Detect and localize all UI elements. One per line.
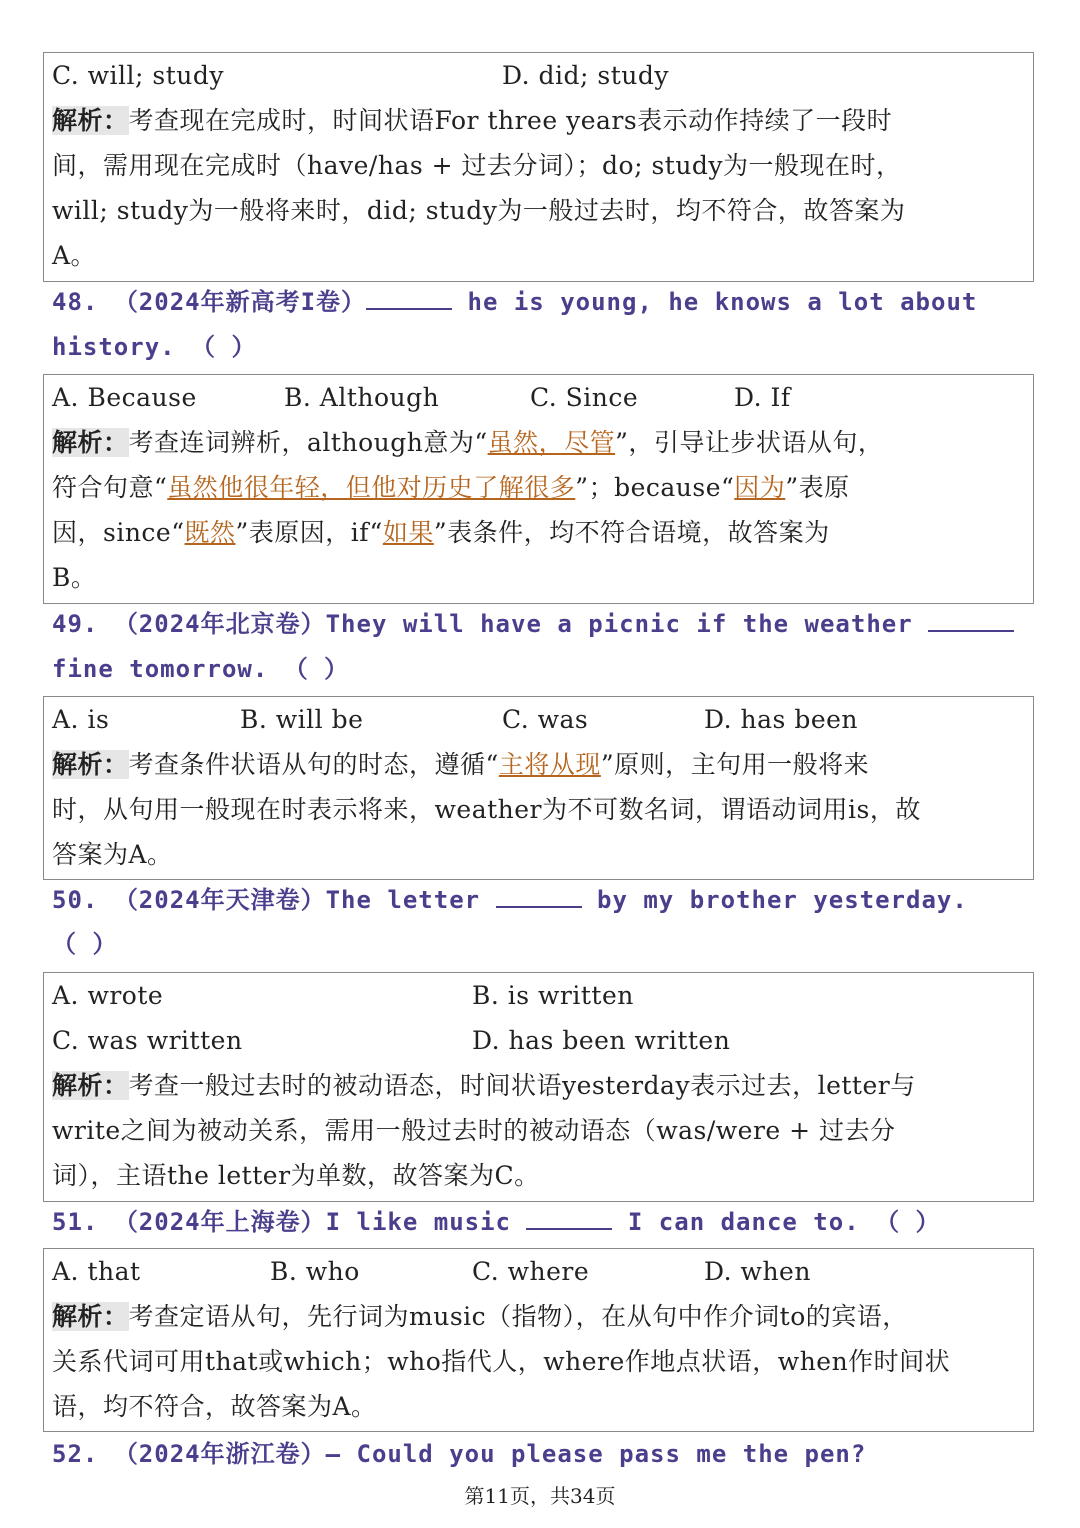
highlight-text: 虽然他很年轻，但他对历史了解很多 xyxy=(167,473,576,502)
option-b: B. will be xyxy=(240,705,364,734)
stem-text: I can dance to. （ ） xyxy=(612,1208,941,1236)
option-b: B. who xyxy=(270,1257,360,1286)
question-48-stem xyxy=(52,280,977,325)
option-d: D. when xyxy=(704,1257,811,1286)
option-a: A. is xyxy=(52,705,110,734)
analysis-line: 词），主语the letter为单数，故答案为C。 xyxy=(52,1161,540,1190)
option-c: C. was written xyxy=(52,1026,243,1055)
analysis-tag: 解析： xyxy=(52,106,129,135)
answer-box-49 xyxy=(43,696,1034,880)
answer-box-48 xyxy=(43,374,1034,604)
option-c: C. Since xyxy=(530,383,639,412)
question-49-stem xyxy=(52,602,1014,647)
question-number: 50. xyxy=(52,886,99,914)
question-source: （2024年上海卷） xyxy=(113,1208,326,1236)
option-d: D. has been written xyxy=(472,1026,731,1055)
analysis-text: 符合句意“ xyxy=(52,473,168,502)
question-source: （2024年天津卷） xyxy=(113,886,326,914)
analysis-tag: 解析： xyxy=(52,1071,129,1100)
answer-blank xyxy=(496,884,582,908)
analysis-line xyxy=(52,510,830,555)
stem-text: he is young, he knows a lot about xyxy=(452,288,978,316)
analysis-line xyxy=(52,420,883,465)
question-number: 52. xyxy=(52,1440,99,1468)
analysis-text: ”；because“ xyxy=(575,473,735,502)
question-49-stem-cont: fine tomorrow. （ ） xyxy=(52,655,350,683)
analysis-tag: 解析： xyxy=(52,1302,129,1331)
analysis-line: 时，从句用一般现在时表示将来，weather为不可数名词，谓语动词用is，故 xyxy=(52,795,921,824)
analysis-tag: 解析： xyxy=(52,428,129,457)
analysis-tag: 解析： xyxy=(52,750,129,779)
analysis-line: 答案为A。 xyxy=(52,840,173,869)
option-c: C. will; study xyxy=(52,61,224,90)
analysis-line xyxy=(52,742,869,787)
question-48-stem-cont: history. （ ） xyxy=(52,333,257,361)
question-number: 49. xyxy=(52,610,99,638)
analysis-text: 考查现在完成时，时间状语For three years表示动作持续了一段时 xyxy=(128,106,893,135)
option-d: D. If xyxy=(734,383,791,412)
answer-box-47 xyxy=(43,52,1034,282)
analysis-text: ”原则，主句用一般将来 xyxy=(600,750,870,779)
analysis-line xyxy=(52,98,892,143)
question-source: （2024年新高考I卷） xyxy=(113,288,367,316)
answer-blank xyxy=(366,286,452,310)
option-b: B. is written xyxy=(472,981,634,1010)
stem-text: by my brother yesterday. xyxy=(581,886,968,914)
analysis-line xyxy=(52,1294,908,1339)
highlight-text: 虽然，尽管 xyxy=(487,428,616,457)
option-c: C. was xyxy=(502,705,589,734)
stem-text: I like music xyxy=(325,1208,527,1236)
page-footer: 第11页，共34页 xyxy=(464,1484,616,1508)
analysis-text: ”表原 xyxy=(785,473,850,502)
question-52-stem xyxy=(52,1432,866,1477)
stem-text: The letter xyxy=(325,886,496,914)
stem-text: — Could you please pass me the pen? xyxy=(325,1440,867,1468)
stem-text: They will have a picnic if the weather xyxy=(325,610,929,638)
analysis-line: 间，需用现在完成时（have/has + 过去分词）；do; study为一般现在时， xyxy=(52,151,902,180)
analysis-text: 考查连词辨析，although意为“ xyxy=(128,428,488,457)
option-d: D. has been xyxy=(704,705,859,734)
analysis-text: ”，引导让步状语从句， xyxy=(615,428,884,457)
question-source: （2024年浙江卷） xyxy=(113,1440,326,1468)
analysis-line: 关系代词可用that或which；who指代人，where作地点状语，when作时间状 xyxy=(52,1347,951,1376)
analysis-line: A。 xyxy=(52,241,97,270)
answer-box-50 xyxy=(43,972,1034,1202)
analysis-line: write之间为被动关系，需用一般过去时的被动语态（was/were + 过去分 xyxy=(52,1116,896,1145)
analysis-text: 考查一般过去时的被动语态，时间状语yesterday表示过去，letter与 xyxy=(128,1071,916,1100)
option-b: B. Although xyxy=(284,383,440,412)
analysis-text: ”表原因，if“ xyxy=(235,518,383,547)
analysis-text: ”表条件，均不符合语境，故答案为 xyxy=(433,518,830,547)
analysis-line: 语，均不符合，故答案为A。 xyxy=(52,1392,377,1421)
highlight-text: 因为 xyxy=(734,473,786,502)
analysis-text: 因，since“ xyxy=(52,518,185,547)
answer-blank xyxy=(928,608,1014,632)
analysis-line: will; study为一般将来时，did; study为一般过去时，均不符合，故答案为 xyxy=(52,196,906,225)
option-a: A. that xyxy=(52,1257,141,1286)
highlight-text: 既然 xyxy=(184,518,236,547)
answer-blank xyxy=(526,1206,612,1230)
analysis-text: 考查定语从句，先行词为music（指物），在从句中作介词to的宾语， xyxy=(128,1302,908,1331)
question-50-stem-cont: （ ） xyxy=(52,930,118,958)
highlight-text: 主将从现 xyxy=(498,750,601,779)
option-c: C. where xyxy=(472,1257,590,1286)
answer-box-51 xyxy=(43,1248,1034,1432)
question-source: （2024年北京卷） xyxy=(113,610,326,638)
question-50-stem xyxy=(52,878,968,923)
question-51-stem xyxy=(52,1200,941,1245)
option-d: D. did; study xyxy=(502,61,670,90)
option-a: A. wrote xyxy=(52,981,164,1010)
analysis-line: B。 xyxy=(52,563,97,592)
analysis-text: 考查条件状语从句的时态，遵循“ xyxy=(128,750,499,779)
question-number: 48. xyxy=(52,288,99,316)
question-number: 51. xyxy=(52,1208,99,1236)
analysis-line xyxy=(52,1063,916,1108)
option-a: A. Because xyxy=(52,383,197,412)
highlight-text: 如果 xyxy=(382,518,434,547)
analysis-line xyxy=(52,465,850,510)
